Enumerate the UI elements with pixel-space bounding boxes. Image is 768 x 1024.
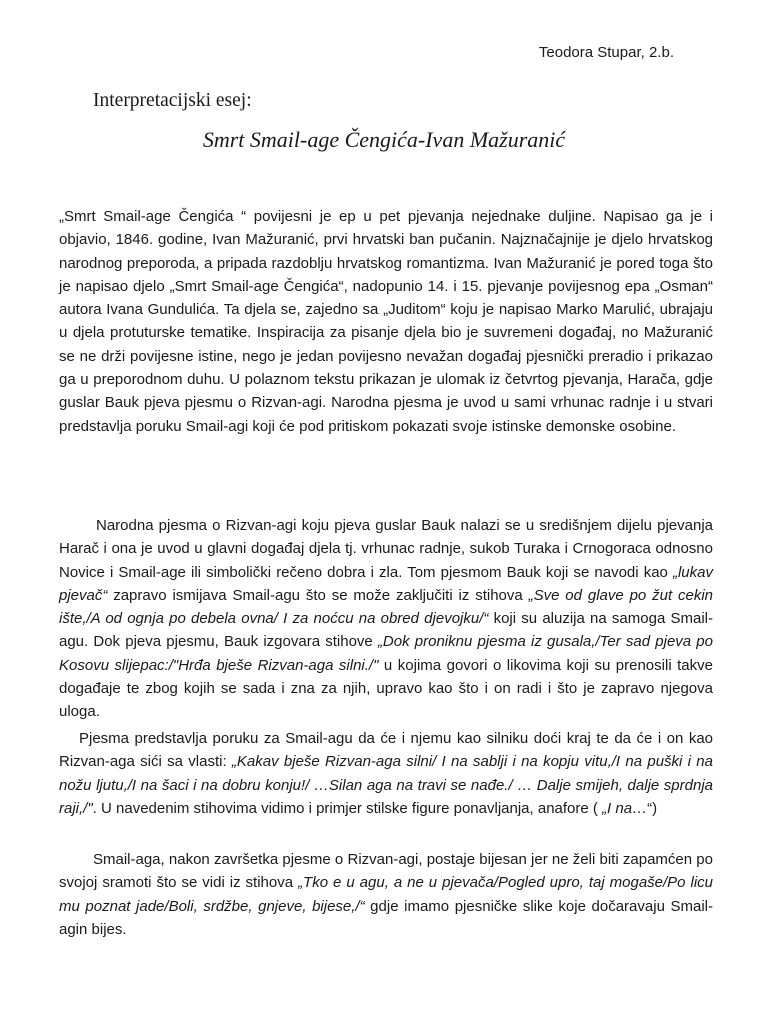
essay-type-heading: Interpretacijski esej: bbox=[93, 90, 252, 111]
paragraph-text: Pjesma predstavlja poruku za Smail-agu da će i njemu kao silniku doći kraj te da će i on kao Rizvan-aga sići sa vlasti: bbox=[59, 730, 713, 771]
verse-quote: „Sve od glave po žut cekin ište,/A od ognja po debela ovna/ I za noćcu na obred djevojku/“ bbox=[59, 586, 714, 628]
verse-quote: „Dok proniknu pjesma iz gusala,/Ter sad pjeva po Kosovu slijepac:/"Hrđa bješe Rizvan-aga silni./" bbox=[59, 633, 713, 674]
verse-quote: „I na… bbox=[602, 799, 648, 817]
paragraph-text: zapravo ismijava Smail-agu što se može zaključiti iz stihova bbox=[107, 586, 529, 604]
paragraph-rage bbox=[59, 848, 713, 941]
paragraph-text: Smail-aga, nakon završetka pjesme o Rizvan-agi, postaje bijesan jer ne želi biti zapamćen po svojoj sramoti što se vidi iz stihova bbox=[59, 851, 713, 892]
essay-title: Smrt Smail-age Čengića-Ivan Mažuranić bbox=[202, 127, 566, 152]
paragraph-text: . U navedenim stihovima vidimo i primjer stilske figure ponavljanja, anafore ( bbox=[92, 799, 603, 817]
verse-quote: „Kakav bješe Rizvan-aga silni/ I na sablji i na kopju vitu,/I na puški i na nožu ljutu,/I na šaci i na dobru konju!/ …Silan aga na travi se nađe./ … Dalje smijeh, dalje sprdnja raji,/" bbox=[59, 753, 713, 817]
paragraph-text: “) bbox=[647, 799, 658, 817]
paragraph-text: gdje imamo pjesničke slike koje dočaravaju Smail-agin bijes. bbox=[59, 897, 714, 938]
paragraph-text: koji su aluzija na samoga Smail-agu. Dok pjeva pjesmu, Bauk izgovara stihove bbox=[59, 610, 713, 651]
paragraph-text: Narodna pjesma o Rizvan-agi koju pjeva guslar Bauk nalazi se u središnjem dijelu pjevanja Harač i ona je uvod u glavni događaj djela tj. vrhunac radnje, sukob Turaka i Crnogoraca odnosno Novice i Smail-age ili simbolički rečeno dobra i zla. Tom pjesmom Bauk koji se navodi kao bbox=[59, 517, 713, 581]
author-line: Teodora Stupar, 2.b. bbox=[538, 44, 674, 61]
paragraph-intro: „Smrt Smail-age Čengića “ povijesni je ep u pet pjevanja nejednake duljine. Napisao ga je i objavio, 1846. godine, Ivan Mažuranić, prvi hrvatski ban pučanin. Najznačajnije je djelo hrvatskog narodnog preporoda, a pripada razdoblju hrvatskog romantizma. Ivan Mažuranić je pored toga što je napisao djelo „Smrt Smail-age Čengića“, nadopunio 14. i 15. pjevanje povijesnog epa „Osman“ autora Ivana Gundulića. Ta djela se, zajedno sa „Juditom“ koju je napisao Marko Marulić, ubrajaju u djela protuturske tematike. Inspiracija za pisanje djela bio je suvremeni događaj, no Mažuranić se ne drži povijesne istine, nego je jedan povijesno nevažan događaj pjesnički preradio i prikazao ga u preporodnom duhu. U polaznom tekstu prikazan je ulomak iz četvrtog pjevanja, Harača, gdje guslar Bauk pjeva pjesmu o Rizvan-agi. Narodna pjesma je uvod u sami vrhunac radnje i u stvari predstavlja poruku Smail-agi koji će pod pritiskom pokazati svoje istinske demonske osobine. bbox=[59, 208, 713, 435]
verse-quote: „lukav pjevač“ bbox=[59, 563, 713, 604]
verse-quote: „Tko e u agu, a ne u pjevača/Pogled upro, taj mogaše/Po licu mu poznat jade/Boli, srdžbe, gnjeve, bijese,/“ bbox=[59, 874, 713, 915]
paragraph-text: u kojima govori o likovima koji su prenosili takve događaje te zbog kojih se sada i zna za njih, upravo kao što i on radi i što je zapravo njegova uloga. bbox=[59, 656, 713, 721]
